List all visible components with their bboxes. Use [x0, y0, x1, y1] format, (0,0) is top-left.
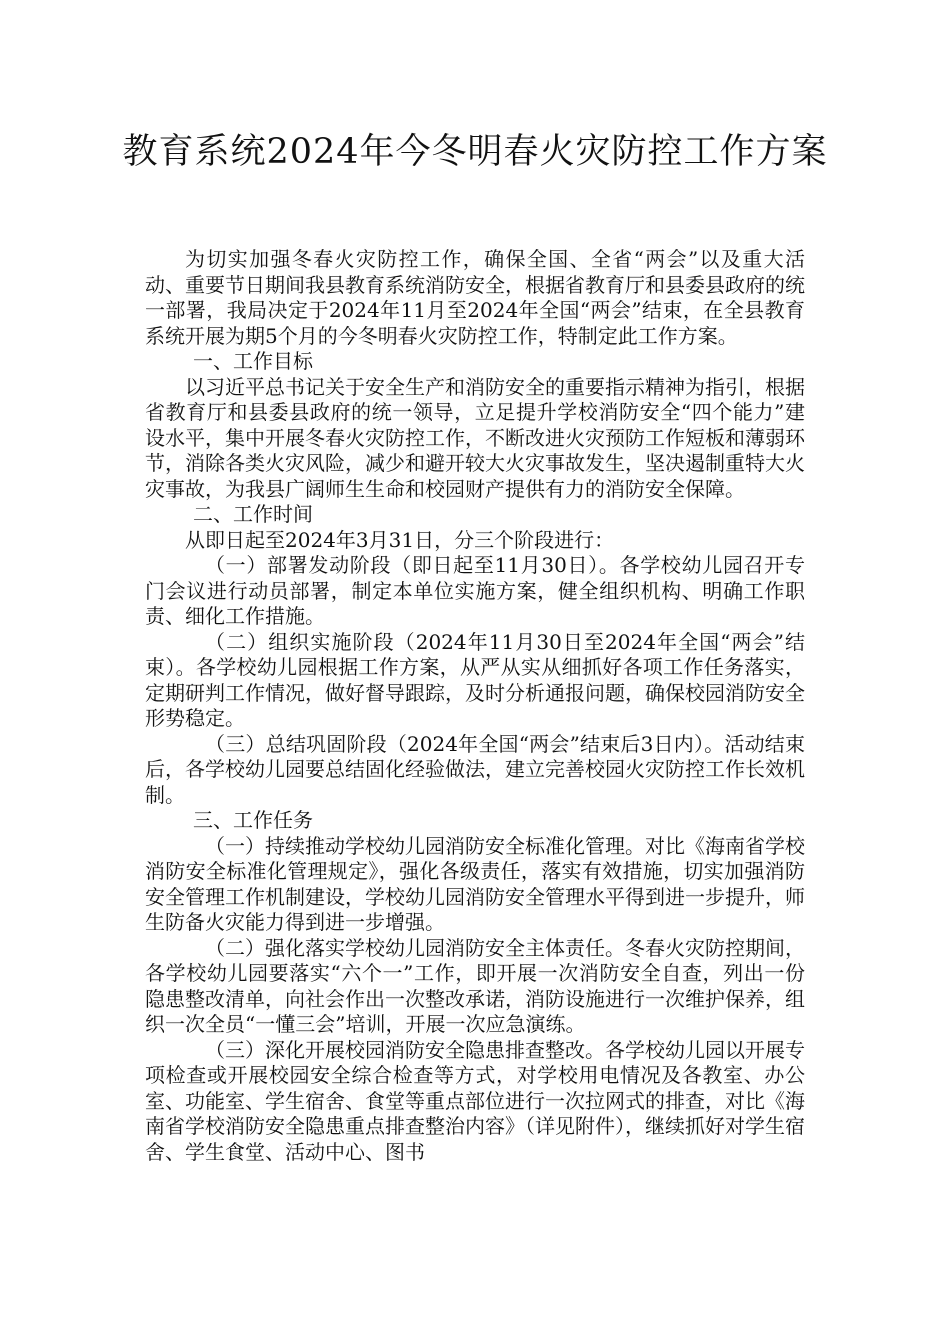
paragraph: （二）组织实施阶段（2024年11月30日至2024年全国“两会”结束）。各学校幼儿园根据工作方案，从严从实从细抓好各项工作任务落实，定期研判工作情况，做好督导跟踪，及时分析通报问题，确保校园消防安全形势稳定。: [145, 629, 805, 730]
paragraph: （二）强化落实学校幼儿园消防安全主体责任。冬春火灾防控期间，各学校幼儿园要落实“六个一”工作，即开展一次消防安全自查，列出一份隐患整改清单，向社会作出一次整改承诺，消防设施进行一次维护保养，组织一次全员“一懂三会”培训，开展一次应急演练。: [145, 935, 805, 1036]
paragraph: 从即日起至2024年3月31日，分三个阶段进行：: [185, 527, 615, 552]
document-body: [145, 247, 805, 1165]
paragraph: （一）部署发动阶段（即日起至11月30日）。各学校幼儿园召开专门会议进行动员部署，制定本单位实施方案，健全组织机构、明确工作职责、细化工作措施。: [145, 553, 805, 628]
paragraph: （三）总结巩固阶段（2024年全国“两会”结束后3日内）。活动结束后，各学校幼儿园要总结固化经验做法，建立完善校园火灾防控工作长效机制。: [145, 731, 805, 807]
paragraph-intro: 为切实加强冬春火灾防控工作，确保全国、全省“两会”以及重大活动、重要节日期间我县教育系统消防安全，根据省教育厅和县委县政府的统一部署，我局决定于2024年11月至2024年全国“两会”结束，在全县教育系统开展为期5个月的今冬明春火灾防控工作，特制定此工作方案。: [145, 247, 805, 348]
section-heading: 二、工作时间: [193, 502, 313, 526]
paragraph: 以习近平总书记关于安全生产和消防安全的重要指示精神为指引，根据省教育厅和县委县政府的统一领导，立足提升学校消防安全“四个能力”建设水平，集中开展冬春火灾防控工作，不断改进火灾预防工作短板和薄弱环节，消除各类火灾风险，减少和避开较大火灾事故发生，坚决遏制重特大火灾事故，为我县广阔师生生命和校园财产提供有力的消防安全保障。: [145, 374, 805, 501]
section-heading: 一、工作目标: [193, 349, 313, 373]
paragraph: （三）深化开展校园消防安全隐患排查整改。各学校幼儿园以开展专项检查或开展校园安全综合检查等方式，对学校用电情况及各教室、办公室、功能室、学生宿舍、食堂等重点部位进行一次拉网式的排查，对比《海南省学校消防安全隐患重点排查整治内容》（详见附件），继续抓好对学生宿舍、学生食堂、活动中心、图书: [145, 1037, 805, 1164]
paragraph: （一）持续推动学校幼儿园消防安全标准化管理。对比《海南省学校消防安全标准化管理规定》，强化各级责任，落实有效措施，切实加强消防安全管理工作机制建设，学校幼儿园消防安全管理水平得到进一步提升，师生防备火灾能力得到进一步增强。: [145, 833, 805, 934]
document-title: 教育系统2024年今冬明春火灾防控工作方案: [122, 132, 828, 172]
section-heading: 三、工作任务: [193, 808, 313, 832]
